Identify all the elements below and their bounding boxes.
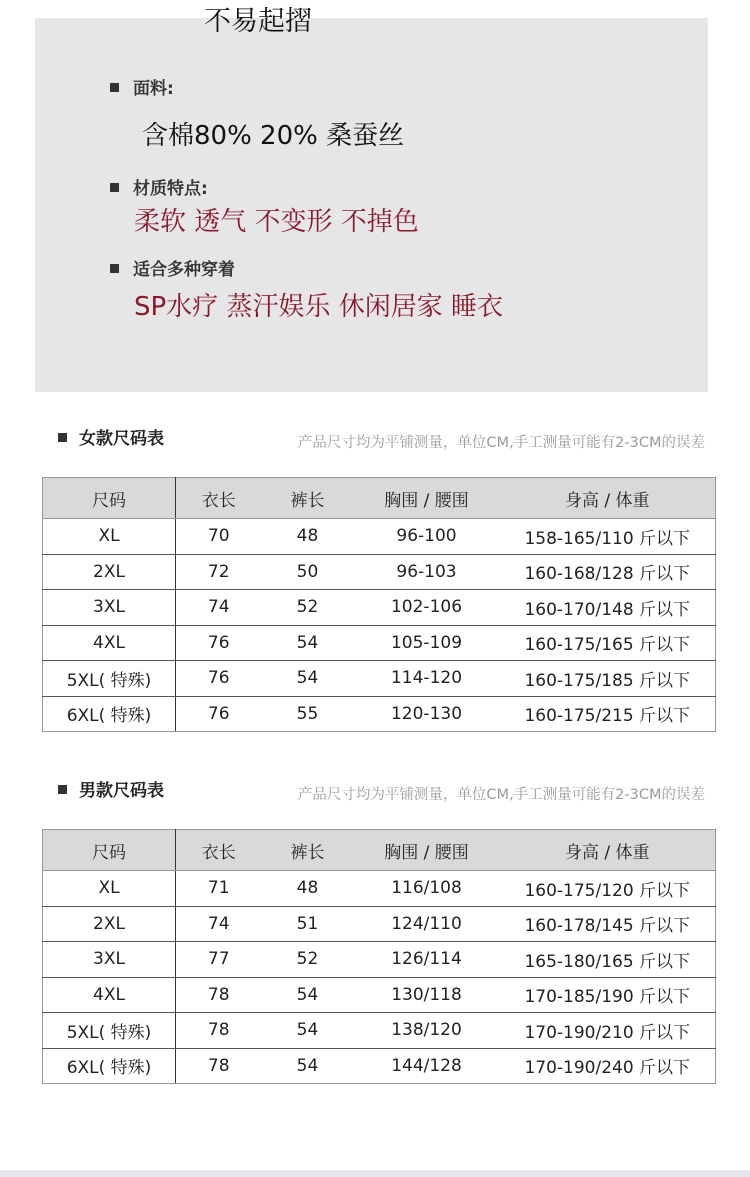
men-size-title bbox=[58, 779, 164, 803]
table-header-row bbox=[43, 830, 716, 871]
table-row bbox=[43, 554, 716, 590]
cell-size: 5XL( 特殊) bbox=[43, 661, 176, 697]
bottom-divider bbox=[0, 1170, 750, 1177]
table-row bbox=[43, 1013, 716, 1049]
cell-top-length: 74 bbox=[176, 906, 262, 942]
cell-chest-waist: 138/120 bbox=[354, 1013, 500, 1049]
cell-height-weight: 160-170/148 斤以下 bbox=[500, 590, 716, 626]
cell-chest-waist: 102-106 bbox=[354, 590, 500, 626]
bullet-square-icon bbox=[58, 785, 67, 794]
cell-height-weight: 170-190/210 斤以下 bbox=[500, 1013, 716, 1049]
cell-size: 2XL bbox=[43, 906, 176, 942]
header-size: 尺码 bbox=[43, 478, 176, 519]
cell-chest-waist: 116/108 bbox=[354, 871, 500, 907]
header-size: 尺码 bbox=[43, 830, 176, 871]
header-chest-waist: 胸围 / 腰围 bbox=[354, 830, 500, 871]
cell-pants-length: 54 bbox=[262, 625, 354, 661]
cell-height-weight: 170-190/240 斤以下 bbox=[500, 1048, 716, 1084]
header-height-weight: 身高 / 体重 bbox=[500, 478, 716, 519]
men-size-note: 产品尺寸均为平铺测量，单位CM,手工测量可能有2-3CM的误差 bbox=[297, 787, 705, 803]
table-row bbox=[43, 942, 716, 978]
cell-pants-length: 48 bbox=[262, 519, 354, 555]
header-pants-length: 裤长 bbox=[262, 478, 354, 519]
header-top-length: 衣长 bbox=[176, 478, 262, 519]
women-size-note: 产品尺寸均为平铺测量，单位CM,手工测量可能有2-3CM的误差 bbox=[297, 435, 705, 451]
cell-pants-length: 52 bbox=[262, 590, 354, 626]
cell-chest-waist: 96-100 bbox=[354, 519, 500, 555]
feature-label-usage bbox=[110, 259, 235, 281]
table-row bbox=[43, 906, 716, 942]
women-size-table bbox=[42, 477, 716, 732]
cell-chest-waist: 126/114 bbox=[354, 942, 500, 978]
cell-chest-waist: 114-120 bbox=[354, 661, 500, 697]
section-title-text: 女款尺码表 bbox=[79, 429, 164, 449]
header-pants-length: 裤长 bbox=[262, 830, 354, 871]
cell-size: 3XL bbox=[43, 942, 176, 978]
section-title-text: 男款尺码表 bbox=[79, 781, 164, 801]
cell-pants-length: 54 bbox=[262, 1048, 354, 1084]
cell-size: 3XL bbox=[43, 590, 176, 626]
table-row bbox=[43, 625, 716, 661]
cell-chest-waist: 124/110 bbox=[354, 906, 500, 942]
header-chest-waist: 胸围 / 腰围 bbox=[354, 478, 500, 519]
table-row bbox=[43, 661, 716, 697]
table-row bbox=[43, 871, 716, 907]
cell-chest-waist: 105-109 bbox=[354, 625, 500, 661]
cell-pants-length: 55 bbox=[262, 696, 354, 732]
cell-pants-length: 51 bbox=[262, 906, 354, 942]
cell-size: XL bbox=[43, 871, 176, 907]
headline: 不易起摺 bbox=[204, 6, 312, 37]
cell-size: 5XL( 特殊) bbox=[43, 1013, 176, 1049]
cell-height-weight: 160-175/165 斤以下 bbox=[500, 625, 716, 661]
bullet-square-icon bbox=[110, 83, 119, 92]
cell-height-weight: 160-175/215 斤以下 bbox=[500, 696, 716, 732]
feature-value-usage: SP水疗 蒸汗娱乐 休闲居家 睡衣 bbox=[134, 292, 503, 322]
cell-size: 4XL bbox=[43, 625, 176, 661]
header-top-length: 衣长 bbox=[176, 830, 262, 871]
cell-pants-length: 54 bbox=[262, 661, 354, 697]
feature-label-text: 材质特点: bbox=[133, 179, 208, 199]
cell-pants-length: 52 bbox=[262, 942, 354, 978]
feature-label-material bbox=[110, 178, 208, 200]
men-size-table bbox=[42, 829, 716, 1084]
cell-top-length: 70 bbox=[176, 519, 262, 555]
header-height-weight: 身高 / 体重 bbox=[500, 830, 716, 871]
cell-size: 4XL bbox=[43, 977, 176, 1013]
table-row bbox=[43, 519, 716, 555]
cell-height-weight: 160-178/145 斤以下 bbox=[500, 906, 716, 942]
cell-height-weight: 160-168/128 斤以下 bbox=[500, 554, 716, 590]
cell-top-length: 76 bbox=[176, 625, 262, 661]
cell-chest-waist: 96-103 bbox=[354, 554, 500, 590]
table-row bbox=[43, 1048, 716, 1084]
cell-size: 6XL( 特殊) bbox=[43, 696, 176, 732]
cell-top-length: 77 bbox=[176, 942, 262, 978]
table-row bbox=[43, 696, 716, 732]
feature-label-text: 面料: bbox=[133, 79, 174, 99]
bullet-square-icon bbox=[58, 433, 67, 442]
table-row bbox=[43, 590, 716, 626]
feature-value-fabric: 含棉80% 20% 桑蚕丝 bbox=[142, 121, 405, 151]
cell-top-length: 74 bbox=[176, 590, 262, 626]
cell-top-length: 71 bbox=[176, 871, 262, 907]
cell-top-length: 76 bbox=[176, 696, 262, 732]
bullet-square-icon bbox=[110, 183, 119, 192]
cell-top-length: 78 bbox=[176, 1048, 262, 1084]
cell-size: 2XL bbox=[43, 554, 176, 590]
cell-height-weight: 170-185/190 斤以下 bbox=[500, 977, 716, 1013]
cell-chest-waist: 130/118 bbox=[354, 977, 500, 1013]
cell-size: 6XL( 特殊) bbox=[43, 1048, 176, 1084]
cell-pants-length: 54 bbox=[262, 977, 354, 1013]
cell-pants-length: 54 bbox=[262, 1013, 354, 1049]
cell-pants-length: 48 bbox=[262, 871, 354, 907]
feature-label-text: 适合多种穿着 bbox=[133, 260, 235, 280]
bullet-square-icon bbox=[110, 264, 119, 273]
cell-top-length: 78 bbox=[176, 1013, 262, 1049]
feature-label-fabric bbox=[110, 78, 174, 100]
cell-chest-waist: 120-130 bbox=[354, 696, 500, 732]
cell-top-length: 78 bbox=[176, 977, 262, 1013]
cell-height-weight: 160-175/120 斤以下 bbox=[500, 871, 716, 907]
table-row bbox=[43, 977, 716, 1013]
cell-pants-length: 50 bbox=[262, 554, 354, 590]
cell-top-length: 72 bbox=[176, 554, 262, 590]
cell-top-length: 76 bbox=[176, 661, 262, 697]
cell-height-weight: 158-165/110 斤以下 bbox=[500, 519, 716, 555]
table-header-row bbox=[43, 478, 716, 519]
feature-value-material: 柔软 透气 不变形 不掉色 bbox=[134, 207, 419, 237]
women-size-title bbox=[58, 427, 164, 451]
cell-height-weight: 165-180/165 斤以下 bbox=[500, 942, 716, 978]
cell-chest-waist: 144/128 bbox=[354, 1048, 500, 1084]
cell-size: XL bbox=[43, 519, 176, 555]
cell-height-weight: 160-175/185 斤以下 bbox=[500, 661, 716, 697]
